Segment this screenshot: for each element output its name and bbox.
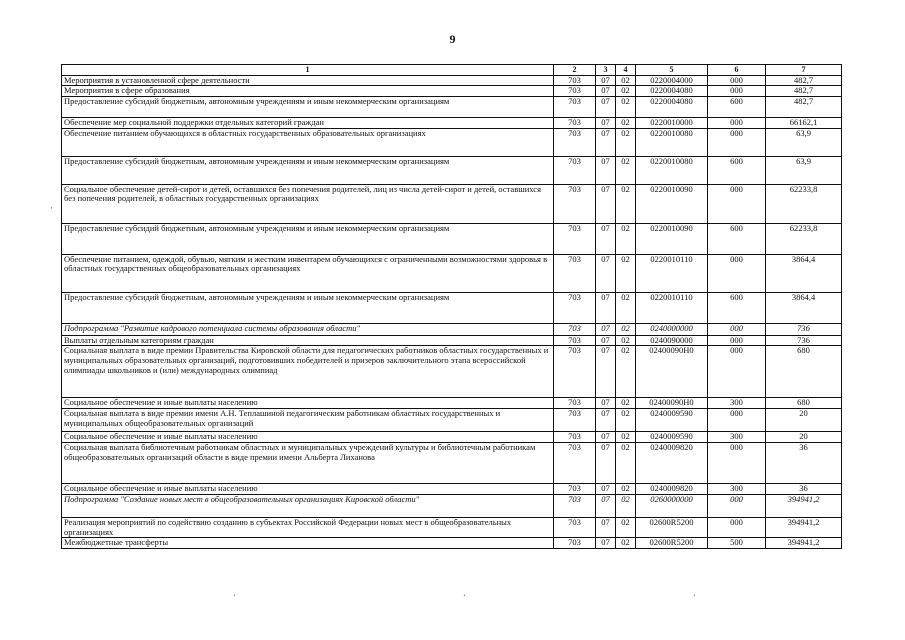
row-section-code: 07 <box>596 254 616 292</box>
row-section-code: 07 <box>596 494 616 517</box>
row-description: Подпрограмма "Развитие кадрового потенциала системы образования области" <box>62 323 554 335</box>
row-description: Предоставление субсидий бюджетным, автономным учреждениям и иным некоммерческим организациям <box>62 156 554 184</box>
row-amount: 394941,2 <box>766 494 842 517</box>
row-amount: 482,7 <box>766 86 842 97</box>
table-row <box>62 335 842 346</box>
row-target-code: 0220010080 <box>636 156 708 184</box>
row-ministry-code: 703 <box>554 86 596 97</box>
row-expense-type: 000 <box>708 128 766 156</box>
row-ministry-code: 703 <box>554 156 596 184</box>
row-ministry-code: 703 <box>554 128 596 156</box>
row-description: Социальное обеспечение и иные выплаты населению <box>62 484 554 495</box>
row-section-code: 07 <box>596 75 616 86</box>
row-expense-type: 600 <box>708 156 766 184</box>
row-subsection-code: 02 <box>616 292 636 323</box>
row-section-code: 07 <box>596 484 616 495</box>
table-row <box>62 254 842 292</box>
row-ministry-code: 703 <box>554 254 596 292</box>
row-ministry-code: 703 <box>554 443 596 484</box>
row-target-code: 0240009820 <box>636 484 708 495</box>
row-target-code: 0220004080 <box>636 86 708 97</box>
column-header: 2 <box>554 65 596 76</box>
row-ministry-code: 703 <box>554 335 596 346</box>
row-expense-type: 500 <box>708 538 766 549</box>
page-number: 9 <box>449 32 456 46</box>
row-description: Предоставление субсидий бюджетным, автономным учреждениям и иным некоммерческим организациям <box>62 223 554 254</box>
table-row <box>62 86 842 97</box>
row-subsection-code: 02 <box>616 184 636 223</box>
row-amount: 736 <box>766 323 842 335</box>
row-subsection-code: 02 <box>616 335 636 346</box>
row-subsection-code: 02 <box>616 223 636 254</box>
budget-table <box>61 64 842 549</box>
row-description: Межбюджетные трансферты <box>62 538 554 549</box>
row-expense-type: 600 <box>708 96 766 117</box>
row-description: Социальное обеспечение детей-сирот и детей, оставшихся без попечения родителей, лиц из числа детей-сирот и детей, оставшихся без попечения родителей, в областных государственных организациях <box>62 184 554 223</box>
table-row <box>62 484 842 495</box>
table-row <box>62 292 842 323</box>
row-description: Реализация мероприятий по содействию созданию в субъектах Российской Федерации новых мест в общеобразовательных организациях <box>62 517 554 537</box>
row-target-code: 0220010000 <box>636 117 708 128</box>
row-section-code: 07 <box>596 223 616 254</box>
row-subsection-code: 02 <box>616 346 636 398</box>
row-expense-type: 300 <box>708 432 766 443</box>
table-row <box>62 156 842 184</box>
row-ministry-code: 703 <box>554 292 596 323</box>
row-section-code: 07 <box>596 398 616 409</box>
row-description: Обеспечение мер социальной поддержки отдельных категорий граждан <box>62 117 554 128</box>
column-header: 1 <box>62 65 554 76</box>
row-amount: 20 <box>766 432 842 443</box>
row-ministry-code: 703 <box>554 117 596 128</box>
row-section-code: 07 <box>596 323 616 335</box>
row-amount: 736 <box>766 335 842 346</box>
table-body <box>62 75 842 549</box>
row-section-code: 07 <box>596 184 616 223</box>
row-section-code: 07 <box>596 86 616 97</box>
row-target-code: 0220010080 <box>636 128 708 156</box>
row-section-code: 07 <box>596 292 616 323</box>
table-row <box>62 323 842 335</box>
row-ministry-code: 703 <box>554 398 596 409</box>
table-row <box>62 346 842 398</box>
row-subsection-code: 02 <box>616 484 636 495</box>
row-ministry-code: 703 <box>554 346 596 398</box>
scan-footer-marks: ’ ’ ’ <box>233 593 696 602</box>
row-description: Обеспечение питанием обучающихся в областных государственных образовательных организациях <box>62 128 554 156</box>
table-row <box>62 75 842 86</box>
row-expense-type: 000 <box>708 409 766 432</box>
table-row <box>62 128 842 156</box>
table-row <box>62 223 842 254</box>
row-expense-type: 000 <box>708 254 766 292</box>
row-amount: 680 <box>766 398 842 409</box>
row-target-code: 0240009590 <box>636 409 708 432</box>
row-section-code: 07 <box>596 117 616 128</box>
row-expense-type: 300 <box>708 484 766 495</box>
row-description: Мероприятия в сфере образования <box>62 86 554 97</box>
row-amount: 36 <box>766 484 842 495</box>
table-row <box>62 398 842 409</box>
row-target-code: 0260000000 <box>636 494 708 517</box>
row-subsection-code: 02 <box>616 517 636 537</box>
row-target-code: 02600R5200 <box>636 517 708 537</box>
table-row <box>62 538 842 549</box>
table-row <box>62 117 842 128</box>
table-row <box>62 494 842 517</box>
row-amount: 63,9 <box>766 128 842 156</box>
row-ministry-code: 703 <box>554 494 596 517</box>
row-section-code: 07 <box>596 128 616 156</box>
row-amount: 20 <box>766 409 842 432</box>
row-section-code: 07 <box>596 517 616 537</box>
row-description: Предоставление субсидий бюджетным, автономным учреждениям и иным некоммерческим организациям <box>62 292 554 323</box>
row-section-code: 07 <box>596 443 616 484</box>
row-target-code: 0240009820 <box>636 443 708 484</box>
row-description: Предоставление субсидий бюджетным, автономным учреждениям и иным некоммерческим организациям <box>62 96 554 117</box>
row-ministry-code: 703 <box>554 96 596 117</box>
table-row <box>62 443 842 484</box>
row-description: Социальная выплата в виде премии имени А.Н. Теплашиной педагогическим работникам областных государственных и муниципальных общеобразовательных организаций <box>62 409 554 432</box>
row-subsection-code: 02 <box>616 128 636 156</box>
row-expense-type: 000 <box>708 75 766 86</box>
row-target-code: 02600R5200 <box>636 538 708 549</box>
row-amount: 680 <box>766 346 842 398</box>
row-amount: 394941,2 <box>766 538 842 549</box>
row-section-code: 07 <box>596 432 616 443</box>
column-header: 6 <box>708 65 766 76</box>
row-ministry-code: 703 <box>554 409 596 432</box>
row-section-code: 07 <box>596 96 616 117</box>
table-row <box>62 184 842 223</box>
row-target-code: 0220010110 <box>636 292 708 323</box>
row-subsection-code: 02 <box>616 96 636 117</box>
column-header: 7 <box>766 65 842 76</box>
table-header-row <box>62 65 842 76</box>
row-section-code: 07 <box>596 409 616 432</box>
row-ministry-code: 703 <box>554 517 596 537</box>
row-amount: 62233,8 <box>766 184 842 223</box>
row-expense-type: 000 <box>708 443 766 484</box>
row-amount: 62233,8 <box>766 223 842 254</box>
row-expense-type: 300 <box>708 398 766 409</box>
row-subsection-code: 02 <box>616 398 636 409</box>
column-header: 3 <box>596 65 616 76</box>
row-subsection-code: 02 <box>616 86 636 97</box>
row-subsection-code: 02 <box>616 323 636 335</box>
row-amount: 63,9 <box>766 156 842 184</box>
scan-artifact: · <box>50 203 53 213</box>
row-ministry-code: 703 <box>554 484 596 495</box>
table-row <box>62 432 842 443</box>
row-section-code: 07 <box>596 346 616 398</box>
row-amount: 3864,4 <box>766 292 842 323</box>
row-target-code: 0220004000 <box>636 75 708 86</box>
table-row <box>62 517 842 537</box>
row-amount: 394941,2 <box>766 517 842 537</box>
row-expense-type: 000 <box>708 323 766 335</box>
row-expense-type: 000 <box>708 517 766 537</box>
row-expense-type: 600 <box>708 223 766 254</box>
row-amount: 482,7 <box>766 96 842 117</box>
row-expense-type: 600 <box>708 292 766 323</box>
row-subsection-code: 02 <box>616 443 636 484</box>
row-amount: 482,7 <box>766 75 842 86</box>
row-ministry-code: 703 <box>554 538 596 549</box>
row-expense-type: 000 <box>708 335 766 346</box>
row-target-code: 0220004080 <box>636 96 708 117</box>
row-amount: 36 <box>766 443 842 484</box>
row-subsection-code: 02 <box>616 75 636 86</box>
row-description: Обеспечение питанием, одеждой, обувью, мягким и жестким инвентарем обучающихся с ограниченными возможностями здоровья в областных государственных общеобразовательных организациях <box>62 254 554 292</box>
row-target-code: 0220010110 <box>636 254 708 292</box>
row-target-code: 0240000000 <box>636 323 708 335</box>
row-amount: 66162,1 <box>766 117 842 128</box>
table-row <box>62 96 842 117</box>
row-target-code: 02400090Н0 <box>636 346 708 398</box>
row-subsection-code: 02 <box>616 432 636 443</box>
row-section-code: 07 <box>596 538 616 549</box>
row-subsection-code: 02 <box>616 538 636 549</box>
row-expense-type: 000 <box>708 346 766 398</box>
table-row <box>62 409 842 432</box>
row-description: Мероприятия в установленной сфере деятельности <box>62 75 554 86</box>
row-expense-type: 000 <box>708 117 766 128</box>
row-expense-type: 000 <box>708 86 766 97</box>
row-ministry-code: 703 <box>554 323 596 335</box>
row-ministry-code: 703 <box>554 223 596 254</box>
row-description: Социальная выплата в виде премии Правительства Кировской области для педагогических работников областных государственных и муниципальных образовательных организаций, подготовивших победителей и призеров заключительного этапа всероссийской олимпиады школьников и (или) международных олимпиад <box>62 346 554 398</box>
row-section-code: 07 <box>596 335 616 346</box>
row-target-code: 0220010090 <box>636 223 708 254</box>
row-ministry-code: 703 <box>554 432 596 443</box>
row-subsection-code: 02 <box>616 117 636 128</box>
row-target-code: 02400090Н0 <box>636 398 708 409</box>
row-subsection-code: 02 <box>616 156 636 184</box>
row-target-code: 0240090000 <box>636 335 708 346</box>
row-subsection-code: 02 <box>616 409 636 432</box>
row-description: Выплаты отдельным категориям граждан <box>62 335 554 346</box>
row-subsection-code: 02 <box>616 494 636 517</box>
row-ministry-code: 703 <box>554 184 596 223</box>
column-header: 4 <box>616 65 636 76</box>
row-description: Подпрограмма "Создание новых мест в общеобразовательных организациях Кировской области" <box>62 494 554 517</box>
row-description: Социальное обеспечение и иные выплаты населению <box>62 398 554 409</box>
row-expense-type: 000 <box>708 494 766 517</box>
row-ministry-code: 703 <box>554 75 596 86</box>
row-target-code: 0240009590 <box>636 432 708 443</box>
row-amount: 3864,4 <box>766 254 842 292</box>
row-description: Социальное обеспечение и иные выплаты населению <box>62 432 554 443</box>
row-subsection-code: 02 <box>616 254 636 292</box>
row-description: Социальная выплата библиотечным работникам областных и муниципальных учреждений культуры и библиотечным работникам общеобразовательных организаций области в виде премии имени Альберта Лиханова <box>62 443 554 484</box>
column-header: 5 <box>636 65 708 76</box>
row-section-code: 07 <box>596 156 616 184</box>
row-target-code: 0220010090 <box>636 184 708 223</box>
row-expense-type: 000 <box>708 184 766 223</box>
